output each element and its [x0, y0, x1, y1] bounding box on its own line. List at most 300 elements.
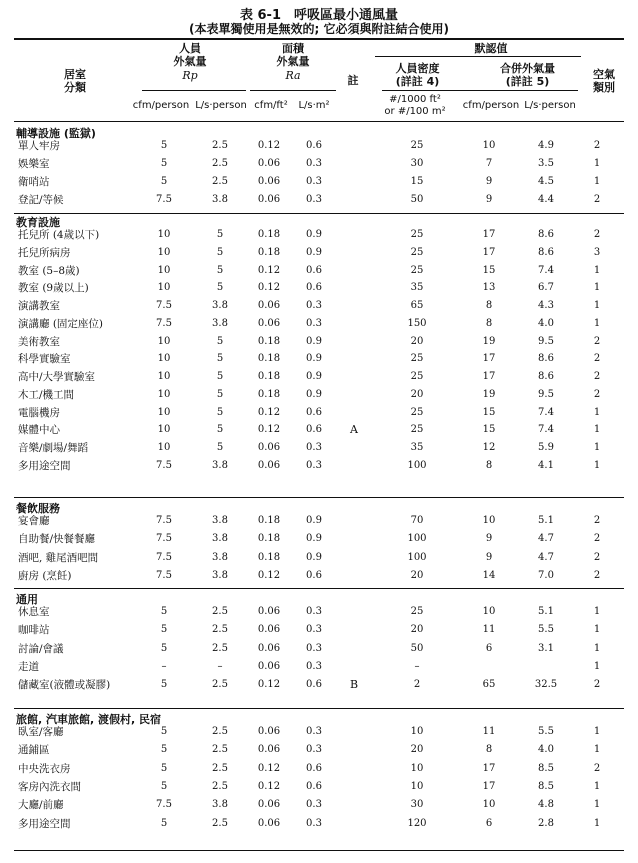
cell-area-ls: 0.3	[306, 624, 322, 636]
area-underline	[250, 90, 336, 91]
cell-area-cfm: 0.18	[257, 353, 281, 365]
cell-people-cfm: 5	[160, 726, 168, 737]
cell-people-ls: 2.5	[212, 642, 228, 654]
unit-cfm-person-combined: cfm/person	[462, 100, 520, 111]
cell-people-cfm: 7.5	[156, 799, 172, 811]
cell-occupant-density: 10	[410, 726, 424, 737]
cell-occupant-density: 25	[410, 424, 424, 436]
header-defaults: 默認值	[474, 42, 508, 55]
cell-air-class: 1	[593, 424, 601, 436]
cell-combined-cfm: 17	[482, 371, 496, 382]
cell-air-class: 1	[593, 282, 601, 294]
cell-occupant-density: 10	[410, 762, 424, 774]
header-ra-symbol: Ra	[285, 69, 301, 82]
subheader-underline	[382, 90, 578, 91]
cell-occupant-density: 150	[407, 317, 427, 329]
cell-combined-ls: 5.1	[538, 515, 554, 526]
cell-area-ls: 0.6	[306, 679, 322, 691]
cell-area-cfm: 0.06	[257, 300, 281, 311]
cell-air-class: 2	[593, 569, 601, 581]
cell-occupant-density: 25	[410, 229, 424, 240]
cell-combined-cfm: 8	[485, 744, 493, 756]
cell-occupant-density: 65	[410, 300, 424, 311]
section-rule	[14, 708, 624, 709]
cell-occupant-density: 30	[410, 799, 424, 811]
cell-air-class: 1	[593, 317, 601, 329]
cell-combined-ls: 4.8	[538, 799, 554, 811]
cell-area-ls: 0.9	[306, 229, 322, 240]
cell-room-name: 走道	[18, 660, 39, 673]
cell-people-cfm: 7.5	[156, 459, 172, 471]
header-category: 居室 分類	[64, 68, 86, 94]
cell-combined-cfm: 8	[485, 459, 493, 471]
cell-area-cfm: 0.06	[257, 624, 281, 636]
cell-area-ls: 0.9	[306, 533, 322, 545]
cell-area-ls: 0.9	[306, 515, 322, 526]
unit-cfm-ft2: cfm/ft²	[254, 100, 288, 111]
unit-ls-person-combined: L/s·person	[524, 100, 576, 111]
cell-people-cfm: –	[161, 660, 167, 672]
cell-area-cfm: 0.06	[257, 459, 281, 471]
cell-area-ls: 0.3	[306, 300, 322, 311]
cell-people-cfm: 7.5	[156, 569, 172, 581]
cell-occupant-density: 25	[410, 606, 424, 617]
cell-people-ls: 5	[216, 353, 224, 365]
cell-combined-ls: 5.5	[538, 624, 554, 636]
cell-air-class: 1	[593, 624, 601, 636]
cell-occupant-density: 25	[410, 406, 424, 418]
cell-combined-cfm: 10	[482, 515, 496, 526]
cell-people-cfm: 10	[157, 371, 171, 382]
cell-room-name: 托兒所 (4歲以下)	[18, 229, 100, 241]
cell-people-cfm: 10	[157, 282, 171, 294]
cell-combined-ls: 4.4	[538, 194, 554, 206]
cell-people-ls: 5	[216, 371, 224, 382]
cell-combined-cfm: 8	[485, 317, 493, 329]
table-subtitle: (本表單獨使用是無效的; 它必須與附註結合使用)	[189, 22, 449, 36]
cell-room-name: 儲藏室(液體或凝膠)	[18, 679, 111, 692]
cell-combined-ls: 4.3	[538, 300, 554, 311]
cell-people-cfm: 5	[160, 679, 168, 691]
cell-area-cfm: 0.06	[257, 158, 281, 170]
cell-air-class: 2	[593, 762, 601, 774]
cell-combined-ls: 32.5	[534, 679, 558, 691]
cell-room-name: 登記/等候	[18, 194, 64, 207]
cell-people-cfm: 7.5	[156, 194, 172, 206]
cell-combined-ls: 4.0	[538, 744, 554, 756]
cell-area-cfm: 0.12	[257, 406, 281, 418]
cell-area-ls: 0.3	[306, 726, 322, 737]
section-title: 輔導設施 (監獄)	[16, 127, 96, 140]
cell-occupant-density: 20	[410, 744, 424, 756]
top-rule	[14, 38, 624, 40]
cell-people-ls: 3.8	[212, 551, 228, 563]
cell-area-ls: 0.6	[306, 282, 322, 294]
cell-combined-ls: 4.7	[538, 551, 554, 563]
header-combined-oa: 合併外氣量 (詳註 5)	[500, 62, 555, 88]
cell-combined-ls: 4.0	[538, 317, 554, 329]
cell-room-name: 咖啡站	[18, 624, 50, 637]
cell-combined-cfm: 15	[482, 264, 496, 276]
cell-room-name: 多用途空間	[18, 459, 71, 472]
cell-area-ls: 0.6	[306, 762, 322, 774]
cell-occupant-density: 35	[410, 442, 424, 453]
cell-combined-ls: 2.8	[538, 817, 554, 829]
unit-ls-person: L/s·person	[195, 100, 247, 111]
cell-people-cfm: 10	[157, 406, 171, 418]
cell-combined-ls: 3.1	[538, 642, 554, 654]
cell-area-ls: 0.3	[306, 817, 322, 829]
bottom-rule	[14, 850, 624, 851]
cell-note: B	[349, 678, 359, 692]
cell-air-class: 2	[593, 194, 601, 206]
cell-occupant-density: 15	[410, 176, 424, 188]
cell-room-name: 酒吧, 雞尾酒吧間	[18, 551, 99, 564]
cell-people-ls: 5	[216, 335, 224, 347]
cell-combined-ls: 4.5	[538, 176, 554, 188]
cell-combined-ls: 5.5	[538, 726, 554, 737]
cell-area-cfm: 0.12	[257, 569, 281, 581]
cell-combined-ls: 8.6	[538, 246, 554, 258]
cell-area-cfm: 0.06	[257, 606, 281, 617]
cell-occupant-density: 100	[407, 551, 427, 563]
cell-combined-cfm: 19	[482, 335, 496, 347]
cell-occupant-density: 10	[410, 780, 424, 792]
cell-room-name: 高中/大學實驗室	[18, 371, 96, 383]
cell-area-ls: 0.3	[306, 317, 322, 329]
cell-room-name: 科學實驗室	[18, 353, 71, 366]
cell-people-cfm: 5	[160, 624, 168, 636]
cell-area-ls: 0.9	[306, 246, 322, 258]
table-title: 表 6-1 呼吸區最小通風量	[239, 8, 398, 23]
cell-air-class: 1	[593, 300, 601, 311]
cell-people-ls: 3.8	[212, 300, 228, 311]
header-area-oa: 面積 外氣量	[276, 42, 310, 68]
cell-people-ls: 5	[216, 406, 224, 418]
cell-occupant-density: 30	[410, 158, 424, 170]
cell-combined-ls: 7.0	[538, 569, 554, 581]
cell-air-class: 1	[593, 459, 601, 471]
cell-area-ls: 0.6	[306, 424, 322, 436]
cell-combined-cfm: 10	[482, 606, 496, 617]
cell-area-cfm: 0.06	[257, 744, 281, 756]
cell-air-class: 1	[593, 264, 601, 276]
cell-people-cfm: 7.5	[156, 300, 172, 311]
cell-area-cfm: 0.12	[257, 424, 281, 436]
cell-combined-ls: 8.5	[538, 762, 554, 774]
cell-occupant-density: 20	[410, 569, 424, 581]
cell-area-ls: 0.3	[306, 744, 322, 756]
cell-combined-cfm: 8	[485, 300, 493, 311]
cell-air-class: 1	[593, 642, 601, 654]
section-title: 教育設施	[16, 216, 60, 229]
cell-combined-cfm: 13	[482, 282, 496, 294]
section-title: 餐飲服務	[16, 502, 60, 515]
cell-people-ls: 5	[216, 282, 224, 294]
cell-people-ls: 5	[216, 264, 224, 276]
cell-people-ls: 2.5	[212, 744, 228, 756]
cell-combined-cfm: 65	[482, 679, 496, 691]
cell-air-class: 1	[593, 744, 601, 756]
cell-occupant-density: 120	[407, 817, 427, 829]
cell-people-ls: 5	[216, 246, 224, 258]
cell-air-class: 1	[593, 606, 601, 617]
section-title: 旅館, 汽車旅館, 渡假村, 民宿	[16, 713, 162, 726]
cell-people-ls: 2.5	[212, 817, 228, 829]
cell-air-class: 1	[593, 442, 601, 453]
cell-area-ls: 0.3	[306, 642, 322, 654]
cell-area-cfm: 0.18	[257, 246, 281, 258]
cell-area-ls: 0.3	[306, 442, 322, 453]
cell-people-ls: 3.8	[212, 459, 228, 471]
cell-area-ls: 0.9	[306, 551, 322, 563]
header-notes: 註	[347, 74, 359, 87]
cell-combined-cfm: 17	[482, 246, 496, 258]
header-air-class: 空氣 類別	[593, 68, 615, 94]
cell-combined-cfm: 17	[482, 780, 496, 792]
cell-air-class: 2	[593, 229, 601, 240]
cell-combined-ls: 8.6	[538, 229, 554, 240]
defaults-underline	[375, 56, 581, 57]
cell-people-cfm: 5	[160, 642, 168, 654]
cell-room-name: 教室 (5–8歲)	[18, 264, 80, 277]
cell-combined-cfm: 11	[482, 726, 496, 737]
cell-room-name: 托兒所病房	[18, 246, 71, 259]
cell-people-ls: 2.5	[212, 762, 228, 774]
cell-room-name: 自助餐/快餐餐廳	[18, 533, 96, 546]
cell-combined-cfm: 17	[482, 229, 496, 240]
cell-combined-cfm: 15	[482, 424, 496, 436]
cell-people-cfm: 10	[157, 229, 171, 240]
cell-combined-cfm: 10	[482, 799, 496, 811]
cell-combined-ls: 8.6	[538, 353, 554, 365]
cell-occupant-density: 20	[410, 624, 424, 636]
cell-area-ls: 0.9	[306, 388, 322, 400]
cell-air-class: 2	[593, 353, 601, 365]
cell-air-class: 2	[593, 515, 601, 526]
cell-people-cfm: 7.5	[156, 551, 172, 563]
cell-area-cfm: 0.18	[257, 229, 281, 240]
section-rule	[14, 213, 624, 214]
cell-room-name: 教室 (9歲以上)	[18, 282, 89, 295]
cell-people-cfm: 10	[157, 246, 171, 258]
cell-people-cfm: 5	[160, 762, 168, 774]
cell-room-name: 演講教室	[18, 300, 60, 312]
cell-people-cfm: 10	[157, 442, 171, 453]
cell-people-cfm: 5	[160, 780, 168, 792]
cell-air-class: 1	[593, 660, 601, 672]
cell-air-class: 1	[593, 799, 601, 811]
cell-air-class: 2	[593, 335, 601, 347]
cell-occupant-density: 25	[410, 140, 424, 151]
cell-area-cfm: 0.18	[257, 371, 281, 382]
cell-area-ls: 0.6	[306, 140, 322, 151]
cell-occupant-density: 25	[410, 264, 424, 276]
cell-people-cfm: 7.5	[156, 515, 172, 526]
cell-people-cfm: 5	[160, 606, 168, 617]
cell-area-ls: 0.9	[306, 353, 322, 365]
cell-area-cfm: 0.06	[257, 660, 281, 672]
cell-area-ls: 0.6	[306, 406, 322, 418]
cell-room-name: 單人牢房	[18, 140, 60, 152]
cell-area-cfm: 0.06	[257, 642, 281, 654]
cell-area-cfm: 0.12	[257, 762, 281, 774]
unit-cfm-person: cfm/person	[132, 100, 190, 111]
cell-combined-ls: 6.7	[538, 282, 554, 294]
cell-people-cfm: 10	[157, 353, 171, 365]
cell-area-cfm: 0.12	[257, 264, 281, 276]
cell-combined-ls: 3.5	[538, 158, 554, 170]
cell-air-class: 3	[593, 246, 601, 258]
cell-area-cfm: 0.06	[257, 726, 281, 737]
cell-people-ls: 5	[216, 388, 224, 400]
cell-area-cfm: 0.18	[257, 533, 281, 545]
cell-people-ls: –	[217, 660, 223, 672]
cell-people-cfm: 7.5	[156, 317, 172, 329]
cell-room-name: 討論/會議	[18, 642, 64, 655]
cell-area-cfm: 0.12	[257, 679, 281, 691]
cell-area-cfm: 0.12	[257, 282, 281, 294]
cell-people-ls: 3.8	[212, 799, 228, 811]
cell-people-ls: 5	[216, 229, 224, 240]
cell-air-class: 1	[593, 780, 601, 792]
cell-combined-ls: 9.5	[538, 335, 554, 347]
cell-area-cfm: 0.18	[257, 335, 281, 347]
cell-people-cfm: 7.5	[156, 533, 172, 545]
cell-room-name: 多用途空間	[18, 817, 71, 830]
cell-area-ls: 0.3	[306, 799, 322, 811]
cell-combined-cfm: 10	[482, 140, 496, 151]
cell-people-cfm: 5	[160, 744, 168, 756]
cell-combined-cfm: 7	[485, 158, 493, 170]
cell-air-class: 2	[593, 371, 601, 382]
cell-people-ls: 3.8	[212, 317, 228, 329]
cell-area-ls: 0.3	[306, 176, 322, 188]
cell-people-ls: 2.5	[212, 726, 228, 737]
cell-people-cfm: 10	[157, 388, 171, 400]
cell-area-ls: 0.3	[306, 459, 322, 471]
cell-area-cfm: 0.18	[257, 388, 281, 400]
cell-room-name: 臥室/客廳	[18, 726, 64, 738]
people-underline	[142, 90, 246, 91]
section-title: 通用	[16, 593, 38, 606]
cell-area-cfm: 0.12	[257, 780, 281, 792]
cell-people-ls: 5	[216, 424, 224, 436]
cell-room-name: 宴會廳	[18, 515, 50, 527]
cell-people-ls: 3.8	[212, 533, 228, 545]
header-people-oa: 人員 外氣量	[173, 42, 207, 68]
cell-occupant-density: 25	[410, 353, 424, 365]
cell-occupant-density: 20	[410, 388, 424, 400]
cell-air-class: 1	[593, 158, 601, 170]
cell-combined-cfm: 6	[485, 817, 493, 829]
cell-room-name: 美術教室	[18, 335, 60, 348]
cell-combined-ls: 4.7	[538, 533, 554, 545]
cell-area-cfm: 0.06	[257, 442, 281, 453]
cell-area-cfm: 0.12	[257, 140, 281, 151]
cell-area-cfm: 0.06	[257, 799, 281, 811]
cell-people-ls: 3.8	[212, 515, 228, 526]
cell-air-class: 1	[593, 176, 601, 188]
unit-density: #/1000 ft² or #/100 m²	[384, 94, 446, 117]
cell-combined-ls: 7.4	[538, 264, 554, 276]
cell-air-class: 1	[593, 726, 601, 737]
cell-room-name: 大廳/前廳	[18, 799, 64, 812]
cell-combined-cfm: 6	[485, 642, 493, 654]
cell-area-cfm: 0.18	[257, 515, 281, 526]
cell-people-cfm: 10	[157, 424, 171, 436]
cell-room-name: 客房內洗衣間	[18, 780, 81, 793]
cell-room-name: 演講廳 (固定座位)	[18, 317, 104, 330]
cell-people-ls: 5	[216, 442, 224, 453]
cell-combined-cfm: 15	[482, 406, 496, 418]
cell-people-ls: 2.5	[212, 176, 228, 188]
unit-ls-m2: L/s·m²	[298, 100, 330, 111]
cell-people-ls: 2.5	[212, 158, 228, 170]
cell-combined-ls: 4.9	[538, 140, 554, 151]
cell-combined-ls: 9.5	[538, 388, 554, 400]
cell-people-ls: 2.5	[212, 679, 228, 691]
cell-area-ls: 0.3	[306, 606, 322, 617]
cell-people-ls: 3.8	[212, 569, 228, 581]
cell-occupant-density: 50	[410, 194, 424, 206]
cell-people-cfm: 5	[160, 176, 168, 188]
cell-area-cfm: 0.06	[257, 194, 281, 206]
cell-air-class: 2	[593, 533, 601, 545]
cell-area-ls: 0.9	[306, 371, 322, 382]
header-rp-symbol: Rp	[182, 69, 198, 82]
cell-people-cfm: 5	[160, 140, 168, 151]
cell-air-class: 2	[593, 140, 601, 151]
cell-area-ls: 0.6	[306, 569, 322, 581]
cell-combined-cfm: 17	[482, 762, 496, 774]
cell-room-name: 娛樂室	[18, 158, 50, 171]
cell-area-ls: 0.6	[306, 780, 322, 792]
cell-combined-cfm: 17	[482, 353, 496, 365]
cell-room-name: 音樂/劇場/舞蹈	[18, 442, 89, 454]
cell-combined-cfm: 12	[482, 442, 496, 453]
cell-people-ls: 2.5	[212, 624, 228, 636]
cell-room-name: 通鋪區	[18, 744, 50, 757]
cell-area-cfm: 0.18	[257, 551, 281, 563]
cell-people-ls: 3.8	[212, 194, 228, 206]
cell-occupant-density: 50	[410, 642, 424, 654]
cell-combined-ls: 8.5	[538, 780, 554, 792]
cell-room-name: 木工/機工間	[18, 388, 75, 401]
cell-occupant-density: 70	[410, 515, 424, 526]
cell-occupant-density: 100	[407, 459, 427, 471]
header-occ-density: 人員密度 (詳註 4)	[395, 62, 440, 88]
cell-combined-ls: 7.4	[538, 406, 554, 418]
cell-occupant-density: 2	[413, 679, 421, 691]
cell-occupant-density: 20	[410, 335, 424, 347]
cell-people-ls: 2.5	[212, 140, 228, 151]
cell-combined-cfm: 9	[485, 176, 493, 188]
cell-room-name: 中央洗衣房	[18, 762, 71, 775]
cell-area-ls: 0.6	[306, 264, 322, 276]
cell-area-ls: 0.3	[306, 660, 322, 672]
cell-area-cfm: 0.06	[257, 317, 281, 329]
cell-occupant-density: 25	[410, 246, 424, 258]
cell-people-cfm: 10	[157, 264, 171, 276]
section-rule	[14, 588, 624, 589]
cell-people-ls: 2.5	[212, 780, 228, 792]
section-rule	[14, 497, 624, 498]
cell-occupant-density: 100	[407, 533, 427, 545]
cell-combined-cfm: 9	[485, 194, 493, 206]
cell-combined-ls: 5.1	[538, 606, 554, 617]
cell-room-name: 衛哨站	[18, 176, 50, 189]
